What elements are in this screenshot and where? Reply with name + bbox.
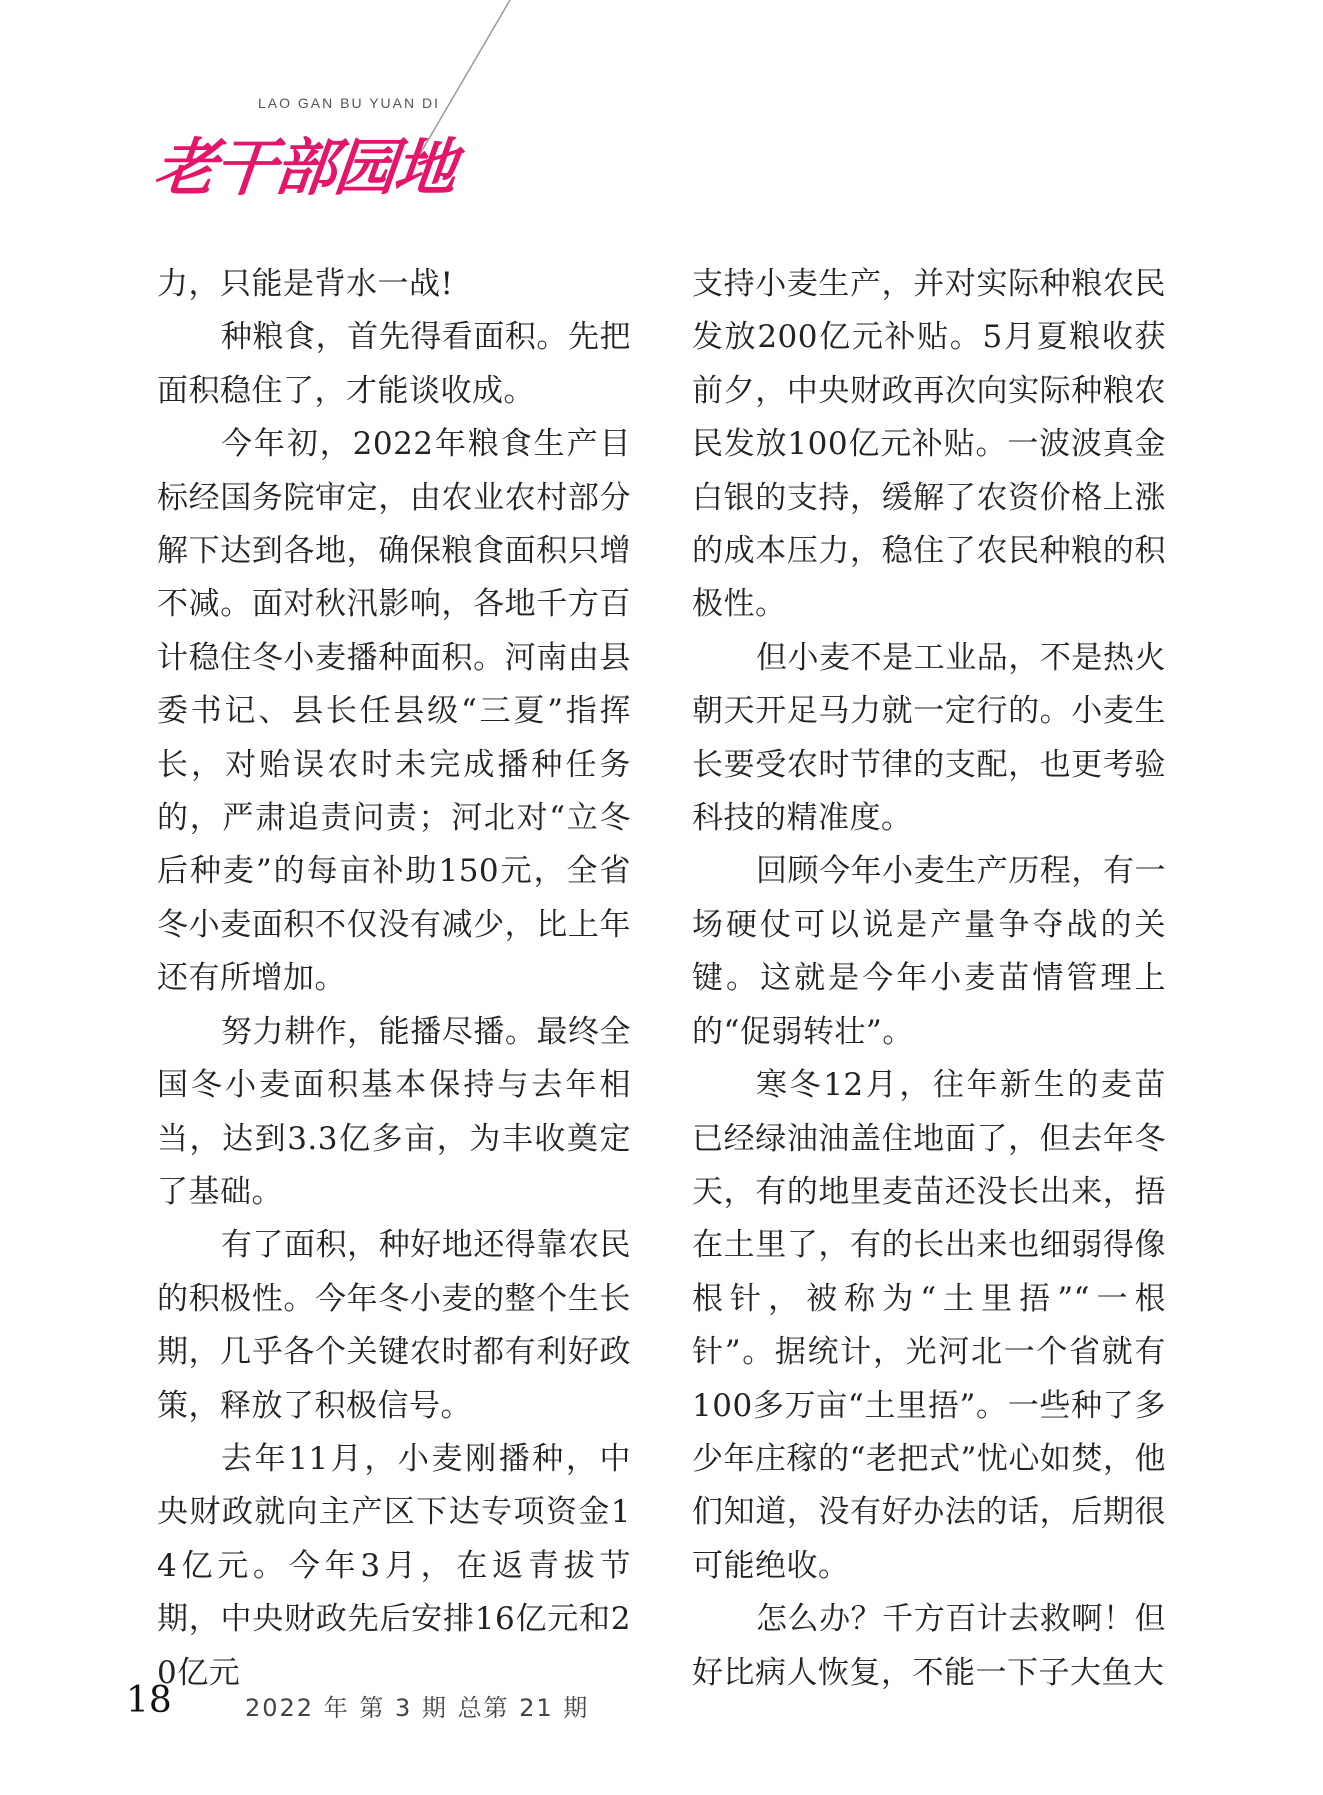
- paragraph: 种粮食，首先得看面积。先把面积稳住了，才能谈收成。: [157, 319, 631, 409]
- paragraph: 但小麦不是工业品，不是热火朝天开足马力就一定行的。小麦生长要受农时节律的支配，也更考验科技的精准度。: [692, 639, 1166, 837]
- paragraph: 回顾今年小麦生产历程，有一场硬仗可以说是产量争夺战的关键。这就是今年小麦苗情管理上的“促弱转壮”。: [692, 853, 1166, 1050]
- magazine-column-title: 老干部园地: [150, 131, 459, 204]
- paragraph: 去年11月，小麦刚播种，中央财政就向主产区下达专项资金14亿元。今年3月，在返青拔节期，中央财政先后安排16亿元和20亿元: [157, 1440, 631, 1691]
- magazine-column-pinyin: LAO GAN BU YUAN DI: [258, 95, 441, 111]
- paragraph: 怎么办？千方百计去救啊！但好比病人恢复，不能一下子大鱼大: [692, 1601, 1166, 1691]
- paragraph: 努力耕作，能播尽播。最终全国冬小麦面积基本保持与去年相当，达到3.3亿多亩，为丰收奠定了基础。: [157, 1013, 631, 1210]
- paragraph: 支持小麦生产，并对实际种粮农民发放200亿元补贴。5月夏粮收获前夕，中央财政再次向实际种粮农民发放100亿元补贴。一波波真金白银的支持，缓解了农资价格上涨的成本压力，稳住了农民种粮的积极性。: [692, 266, 1166, 623]
- paragraph: 寒冬12月，往年新生的麦苗已经绿油油盖住地面了，但去年冬天，有的地里麦苗还没长出来，捂在土里了，有的长出来也细弱得像根针，被称为“土里捂”“一根针”。据统计，光河北一个省就有100多万亩“土里捂”。一些种了多少年庄稼的“老把式”忧心如焚，他们知道，没有好办法的话，后期很可能绝收。: [692, 1067, 1166, 1584]
- right-text-column: [692, 258, 1166, 1700]
- left-text-column: [157, 258, 631, 1700]
- page-number: 18: [126, 1680, 172, 1721]
- issue-info: 2022 年 第 3 期 总第 21 期: [245, 1694, 590, 1722]
- paragraph: 有了面积，种好地还得靠农民的积极性。今年冬小麦的整个生长期，几乎各个关键农时都有利好政策，释放了积极信号。: [157, 1227, 631, 1424]
- paragraph: 今年初，2022年粮食生产目标经国务院审定，由农业农村部分解下达到各地，确保粮食面积只增不减。面对秋汛影响，各地千方百计稳住冬小麦播种面积。河南由县委书记、县长任县级“三夏”指挥长，对贻误农时未完成播种任务的，严肃追责问责；河北对“立冬后种麦”的每亩补助150元，全省冬小麦面积不仅没有减少，比上年还有所增加。: [157, 426, 631, 997]
- paragraph: 力，只能是背水一战!: [157, 266, 454, 302]
